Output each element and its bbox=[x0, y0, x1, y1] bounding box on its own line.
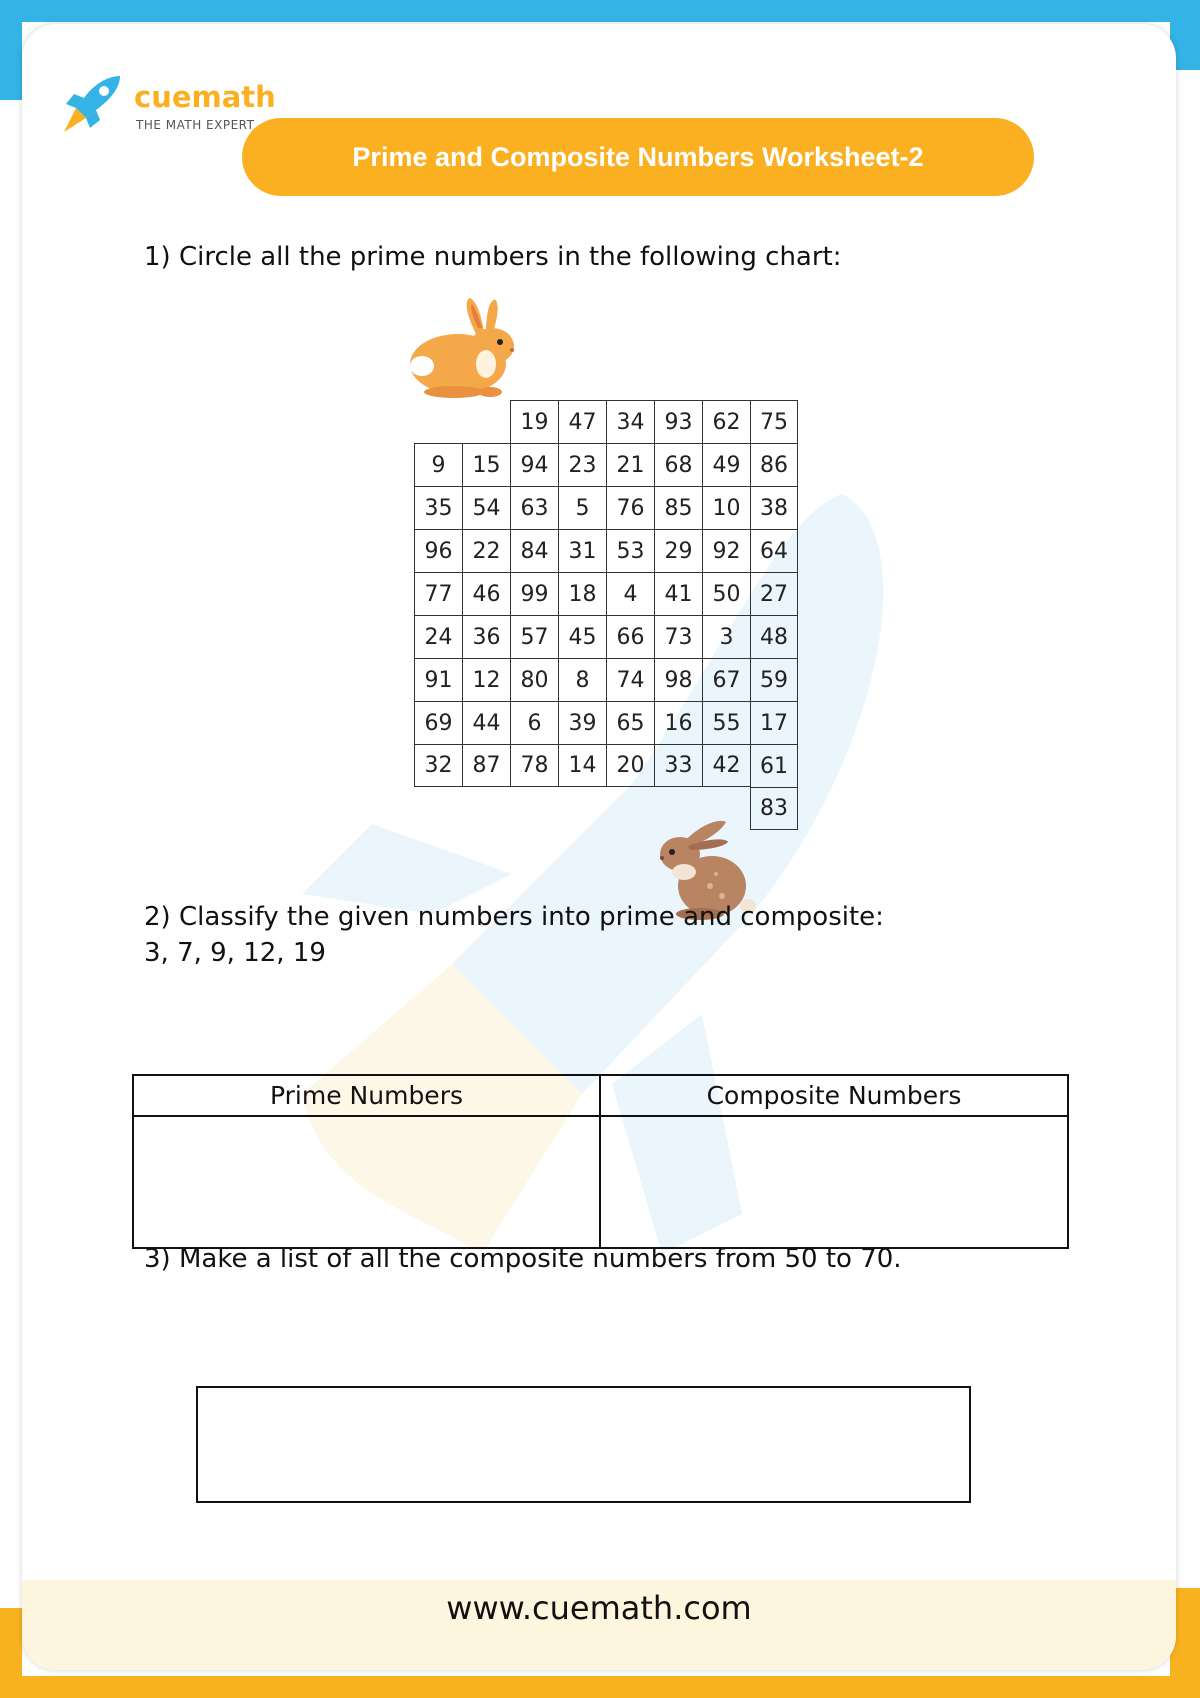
grid-cell[interactable]: 65 bbox=[606, 701, 654, 744]
grid-cell[interactable]: 12 bbox=[462, 658, 510, 701]
grid-cell[interactable]: 6 bbox=[510, 701, 558, 744]
grid-cell[interactable]: 77 bbox=[414, 572, 462, 615]
grid-cell[interactable]: 35 bbox=[414, 486, 462, 529]
grid-cell[interactable]: 67 bbox=[702, 658, 750, 701]
grid-cell[interactable]: 57 bbox=[510, 615, 558, 658]
grid-cell[interactable]: 61 bbox=[750, 744, 798, 787]
grid-cell[interactable]: 84 bbox=[510, 529, 558, 572]
grid-cell[interactable]: 44 bbox=[462, 701, 510, 744]
grid-cell[interactable]: 9 bbox=[414, 443, 462, 486]
grid-cell[interactable]: 5 bbox=[558, 486, 606, 529]
grid-cell[interactable]: 33 bbox=[654, 744, 702, 787]
bottom-left-orange-band bbox=[0, 1608, 22, 1698]
question-3: 3) Make a list of all the composite numbers from 50 to 70. bbox=[144, 1244, 902, 1274]
grid-cell[interactable]: 14 bbox=[558, 744, 606, 787]
grid-cell[interactable]: 21 bbox=[606, 443, 654, 486]
grid-cell[interactable]: 24 bbox=[414, 615, 462, 658]
answer-box[interactable] bbox=[196, 1386, 971, 1503]
grid-cell[interactable]: 49 bbox=[702, 443, 750, 486]
grid-cell[interactable]: 42 bbox=[702, 744, 750, 787]
question-2: 2) Classify the given numbers into prime and composite: bbox=[144, 902, 884, 932]
grid-cell[interactable]: 93 bbox=[654, 400, 702, 443]
grid-cell[interactable]: 73 bbox=[654, 615, 702, 658]
grid-cell[interactable]: 10 bbox=[702, 486, 750, 529]
prime-numbers-header: Prime Numbers bbox=[134, 1076, 599, 1117]
grid-cell[interactable]: 36 bbox=[462, 615, 510, 658]
grid-cell[interactable]: 99 bbox=[510, 572, 558, 615]
grid-cell[interactable]: 69 bbox=[414, 701, 462, 744]
grid-cell[interactable]: 29 bbox=[654, 529, 702, 572]
grid-cell[interactable]: 23 bbox=[558, 443, 606, 486]
rabbit-illustration-top bbox=[400, 294, 528, 404]
grid-cell[interactable]: 38 bbox=[750, 486, 798, 529]
grid-cell[interactable]: 19 bbox=[510, 400, 558, 443]
rocket-logo-icon bbox=[58, 74, 124, 134]
grid-cell[interactable]: 45 bbox=[558, 615, 606, 658]
grid-cell[interactable]: 55 bbox=[702, 701, 750, 744]
grid-cell[interactable]: 3 bbox=[702, 615, 750, 658]
grid-cell[interactable]: 74 bbox=[606, 658, 654, 701]
grid-cell[interactable]: 20 bbox=[606, 744, 654, 787]
cuemath-logo[interactable] bbox=[42, 52, 282, 132]
grid-cell[interactable]: 75 bbox=[750, 400, 798, 443]
grid-cell[interactable]: 85 bbox=[654, 486, 702, 529]
top-blue-band bbox=[0, 0, 1200, 22]
brand-name: cuemath bbox=[134, 80, 276, 114]
table-divider bbox=[599, 1076, 601, 1247]
grid-cell[interactable]: 91 bbox=[414, 658, 462, 701]
grid-cell[interactable]: 96 bbox=[414, 529, 462, 572]
grid-cell[interactable]: 54 bbox=[462, 486, 510, 529]
composite-numbers-header: Composite Numbers bbox=[601, 1076, 1067, 1117]
grid-cell[interactable]: 22 bbox=[462, 529, 510, 572]
grid-cell[interactable]: 47 bbox=[558, 400, 606, 443]
grid-cell[interactable]: 4 bbox=[606, 572, 654, 615]
grid-cell[interactable]: 66 bbox=[606, 615, 654, 658]
website-url[interactable]: www.cuemath.com bbox=[446, 1589, 752, 1627]
grid-cell[interactable]: 50 bbox=[702, 572, 750, 615]
bottom-orange-band bbox=[0, 1676, 1200, 1698]
grid-cell[interactable]: 92 bbox=[702, 529, 750, 572]
grid-cell[interactable]: 18 bbox=[558, 572, 606, 615]
worksheet-page bbox=[22, 24, 1176, 1670]
grid-cell[interactable]: 59 bbox=[750, 658, 798, 701]
grid-cell[interactable]: 86 bbox=[750, 443, 798, 486]
grid-cell[interactable]: 15 bbox=[462, 443, 510, 486]
brand-tagline: THE MATH EXPERT bbox=[136, 118, 255, 132]
grid-cell[interactable]: 46 bbox=[462, 572, 510, 615]
grid-cell[interactable]: 78 bbox=[510, 744, 558, 787]
grid-cell[interactable]: 41 bbox=[654, 572, 702, 615]
grid-cell[interactable]: 87 bbox=[462, 744, 510, 787]
grid-cell[interactable]: 80 bbox=[510, 658, 558, 701]
number-chart bbox=[414, 400, 798, 830]
classify-table bbox=[132, 1074, 1069, 1249]
grid-cell[interactable]: 64 bbox=[750, 529, 798, 572]
grid-cell[interactable]: 53 bbox=[606, 529, 654, 572]
grid-cell[interactable]: 62 bbox=[702, 400, 750, 443]
grid-cell[interactable]: 98 bbox=[654, 658, 702, 701]
grid-cell[interactable]: 27 bbox=[750, 572, 798, 615]
grid-cell[interactable]: 68 bbox=[654, 443, 702, 486]
left-blue-band bbox=[0, 0, 22, 100]
grid-cell[interactable]: 31 bbox=[558, 529, 606, 572]
question-1: 1) Circle all the prime numbers in the following chart: bbox=[144, 242, 842, 272]
question-2-numbers: 3, 7, 9, 12, 19 bbox=[144, 938, 326, 968]
grid-cell[interactable]: 17 bbox=[750, 701, 798, 744]
grid-cell[interactable]: 34 bbox=[606, 400, 654, 443]
grid-cell[interactable]: 32 bbox=[414, 744, 462, 787]
grid-cell[interactable]: 8 bbox=[558, 658, 606, 701]
grid-cell[interactable]: 16 bbox=[654, 701, 702, 744]
grid-cell[interactable]: 48 bbox=[750, 615, 798, 658]
grid-cell[interactable]: 94 bbox=[510, 443, 558, 486]
worksheet-title: Prime and Composite Numbers Worksheet-2 bbox=[242, 118, 1034, 196]
grid-cell[interactable]: 76 bbox=[606, 486, 654, 529]
grid-cell[interactable]: 63 bbox=[510, 486, 558, 529]
grid-cell[interactable]: 39 bbox=[558, 701, 606, 744]
grid-cell[interactable]: 83 bbox=[750, 787, 798, 830]
